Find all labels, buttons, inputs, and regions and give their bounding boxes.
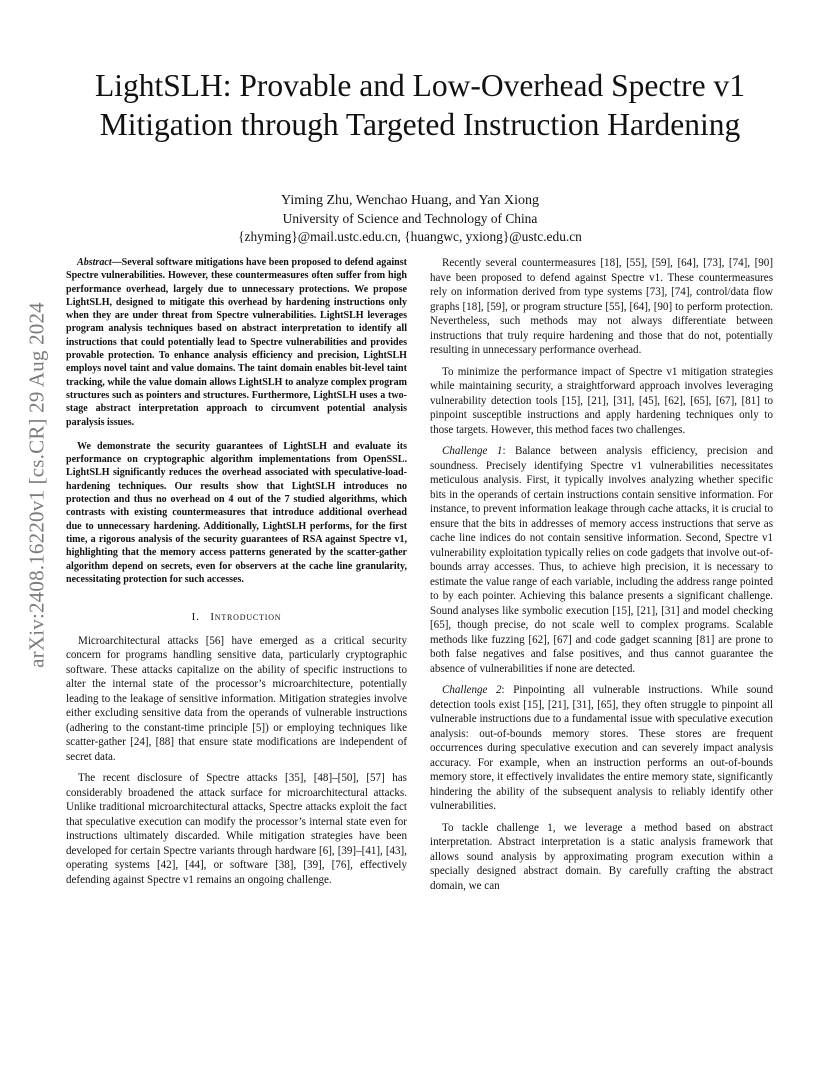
- challenge-1-paragraph: [430, 444, 773, 676]
- abstract: [66, 256, 407, 586]
- intro-paragraph-3: Recently several countermeasures [18], [55], [59], [64], [73], [74], [90] have been proposed to defend against Spectre v1. These countermeasures rely on information derived from type systems [73], [74], control/data flow graphs [18], [59], or program structure [55], [64], [90] to perform protection. Nevertheless, such methods may not always differentiate between instructions that truly require hardening and those that do not, potentially resulting in unnecessary performance overhead.: [430, 257, 773, 356]
- arxiv-stamp-text: arXiv:2408.16220v1 [cs.CR] 29 Aug 2024: [24, 302, 49, 668]
- challenge-2-text: : Pinpointing all vulnerable instructions. While sound detection tools exist [15], [21], [31], [65], they often struggle to pinpoint all vulnerable instructions due to a fundamental issue with speculative execution analysis: out-of-bounds memory stores. These stores are frequent occurrences during speculative execution and can severely impact analysis accuracy. For example, when an instruction performs an out-of-bounds memory store, it effectively invalidates the entire memory state, significantly hindering the ability of the subsequent analysis to reliably identify other vulnerabilities.: [430, 684, 773, 812]
- challenge-2-label: Challenge 2: [442, 684, 502, 696]
- intro-body-left: [66, 634, 407, 888]
- author-block: [160, 192, 660, 246]
- intro-paragraph-5: To tackle challenge 1, we leverage a method based on abstract interpretation. Abstract interpretation is a static analysis framework that allows sound analysis by approximating program execution within a specially designed abstract domain. By carefully crafting the abstract domain, we can: [430, 821, 773, 892]
- challenge-1-label: Challenge 1: [442, 445, 503, 457]
- author-emails: {zhyming}@mail.ustc.edu.cn, {huangwc, yxiong}@ustc.edu.cn: [238, 229, 582, 244]
- section-title: Introduction: [210, 611, 282, 624]
- section-number: I.: [191, 611, 200, 624]
- author-names: Yiming Zhu, Wenchao Huang, and Yan Xiong: [281, 193, 539, 208]
- section-heading-introduction: [66, 610, 407, 625]
- arxiv-stamp: [26, 284, 48, 686]
- challenge-1-text: : Balance between analysis efficiency, precision and soundness. Precisely identifying Spectre v1 vulnerabilities necessitates meticulous analysis. First, it typically involves analyzing whether specific bits in the operands of certain instructions contain sensitive information. For instance, to prevent information leakage through cache attacks, it is crucial to ensure that the bits in addresses of memory access instructions that serve as cache line indices do not contain sensitive information. Second, Spectre v1 vulnerability exploitation typically relies on code gadgets that involve out-of-bounds array accesses. Thus, to achieve high precision, it is necessary to estimate the value range of each variable, including the address range pointed to by each pointer. Achieving this balance presents a significant challenge. Sound analyses like symbolic execution [15], [21], [31] and model checking [65], though precise, do not scale well to complex programs. Scalable methods like fuzzing [62], [67] and code gadget scanning [81] are prone to both false negatives and false positives, and thus cannot guarantee the absence of vulnerabilities if none are detected.: [430, 445, 773, 675]
- abstract-lead: Abstract: [77, 257, 112, 268]
- intro-paragraph-1: Microarchitectural attacks [56] have emerged as a critical security concern for programs handling sensitive data, particularly cryptographic software. These attacks capitalize on the ability of specific instructions to alter the internal state of the processor’s microarchitecture, potentially leading to the leakage of sensitive information. Mitigation strategies involve either excluding sensitive data from the operands of vulnerable instructions (adhering to the constant-time principle [5]) or employing techniques like scatter-gather [24], [88] that ensure state modifications are independent of secret data.: [66, 634, 407, 763]
- abstract-text-1: —Several software mitigations have been proposed to defend against Spectre vulnerabilities. However, these countermeasures often suffer from high performance overhead, largely due to unnecessary protections. We propose LightSLH, designed to mitigate this overhead by hardening instructions only when they are under threat from Spectre vulnerabilities. LightSLH leverages program analysis techniques based on abstract interpretation to identify all instructions that could potentially lead to Spectre vulnerabilities and provides provable protection. To enhance analysis efficiency and precision, LightSLH employs novel taint and value domains. The taint domain enables bit-level taint tracking, while the value domain allows LightSLH to analyze complex program structures such as pointers and structures. Furthermore, LightSLH uses a two-stage abstract interpretation approach to circumvent potential analysis paralysis issues.: [66, 257, 407, 428]
- abstract-paragraph-2: We demonstrate the security guarantees of LightSLH and evaluate its performance on cryptographic algorithm implementations from OpenSSL. LightSLH significantly reduces the overhead associated with speculative-load-hardening techniques. Our results show that LightSLH introduces no protection and thus no overhead on 4 out of the 7 studied algorithms, which contrasts with existing countermeasures that introduce additional overhead due to unnecessary hardening. Additionally, LightSLH performs, for the first time, a rigorous analysis of the security guarantees of RSA against Spectre v1, highlighting that the memory access patterns generated by the scatter-gather algorithm depend on secrets, even for observers at the cache line granularity, necessitating protection for such accesses.: [66, 440, 407, 585]
- intro-paragraph-2: The recent disclosure of Spectre attacks [35], [48]–[50], [57] has considerably broadened the attack surface for microarchitectural attacks. Unlike traditional microarchitectural attacks, Spectre attacks exploit the fact that speculative execution can modify the processor’s internal state even for instructions ultimately discarded. While mitigation strategies have been developed for certain Spectre variants through hardware [6], [39]–[41], [43], operating systems [42], [44], or software [38], [39], [76], effectively defending against Spectre v1 remains an ongoing challenge.: [66, 772, 407, 886]
- challenge-2-paragraph: [430, 683, 773, 814]
- intro-paragraph-4: To minimize the performance impact of Spectre v1 mitigation strategies while maintaining security, a straightforward approach involves leveraging vulnerability detection tools [15], [21], [31], [45], [62], [65], [67], [81] to pinpoint susceptible instructions and apply hardening techniques only to those targets. However, this method faces two challenges.: [430, 365, 773, 436]
- title-line-2: Mitigation through Targeted Instruction Hardening: [99, 107, 741, 142]
- paper-title: [60, 66, 780, 144]
- right-column: [430, 256, 773, 893]
- title-line-1: LightSLH: Provable and Low-Overhead Spectre v1: [95, 68, 745, 103]
- left-column: [66, 256, 407, 887]
- affiliation: University of Science and Technology of China: [282, 211, 538, 226]
- abstract-paragraph-1: [66, 256, 407, 429]
